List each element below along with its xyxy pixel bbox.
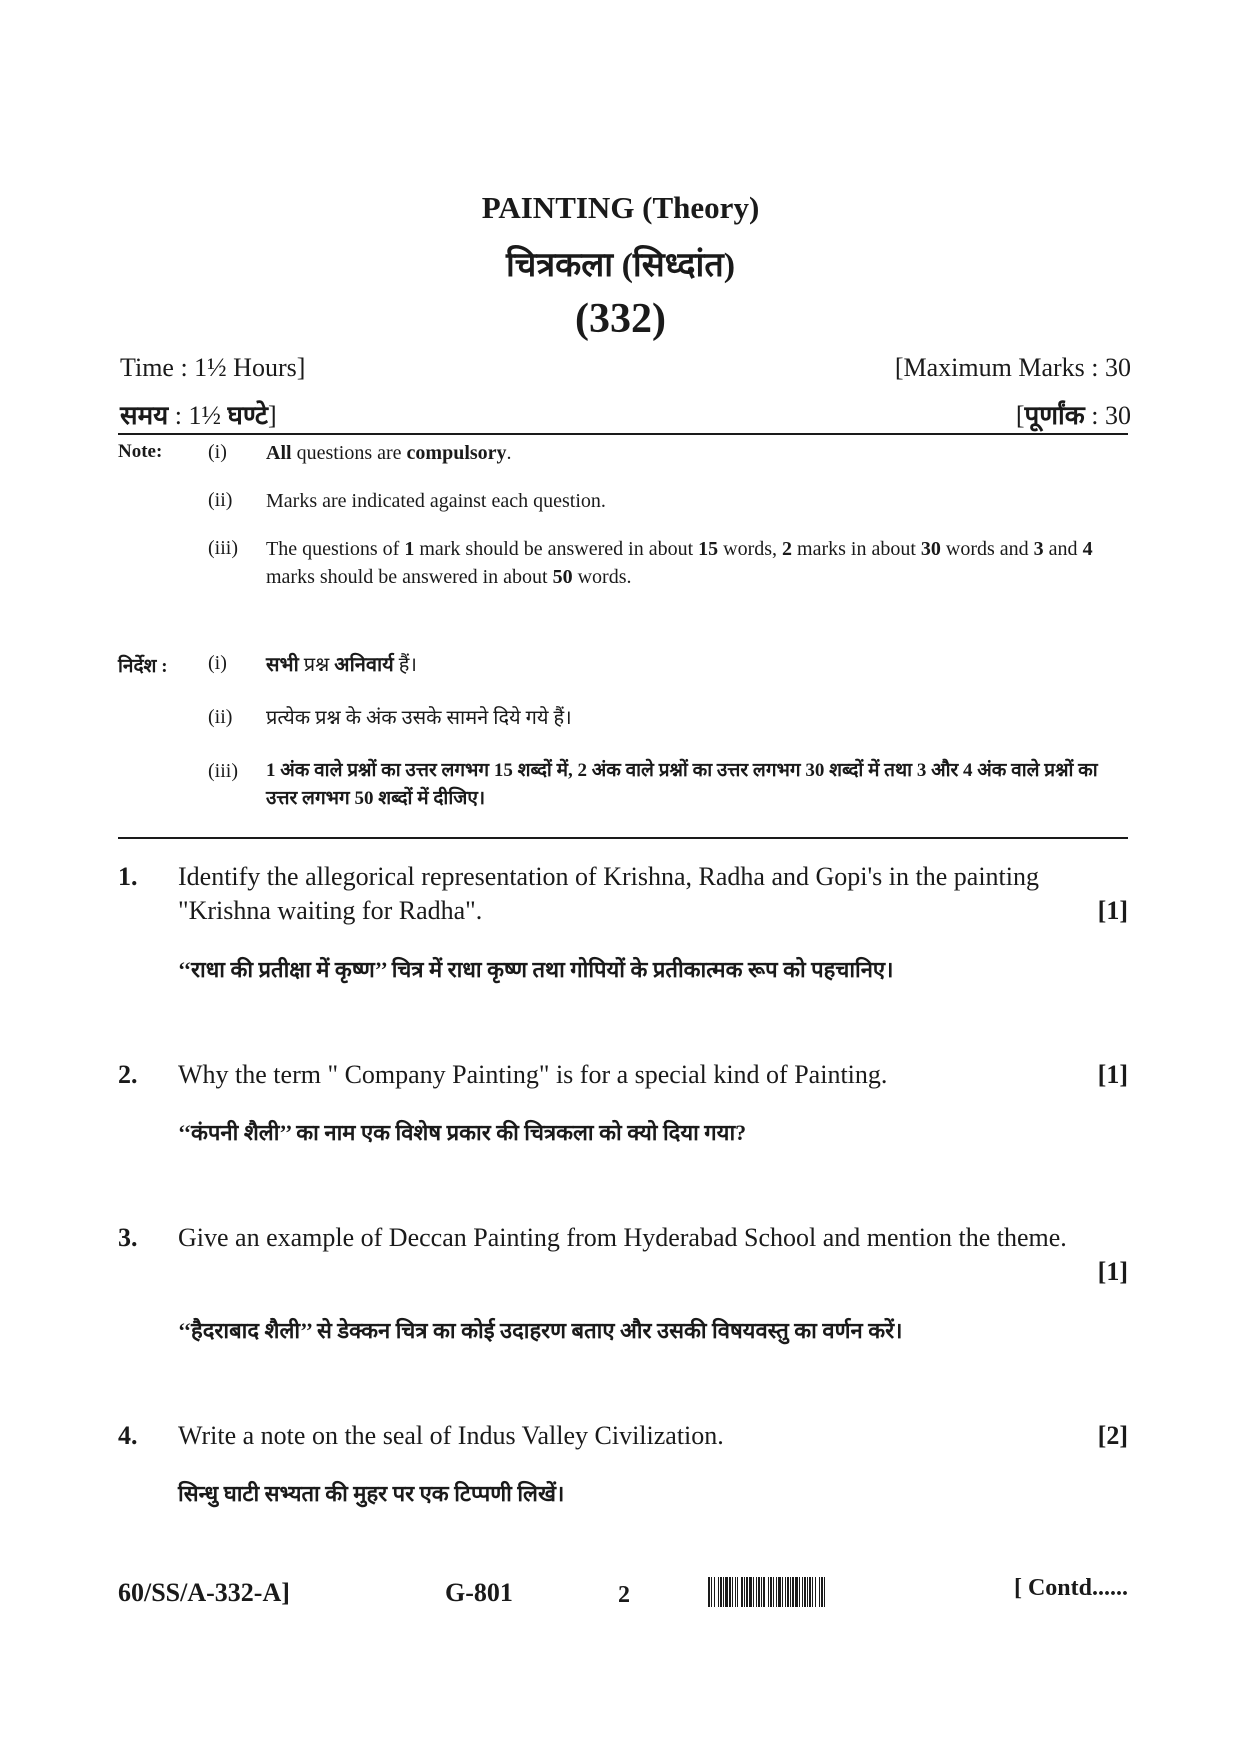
note-bold: 15 [698,538,719,560]
note-span: words, [718,538,783,560]
max-marks-hindi-value: : 30 [1084,401,1131,430]
note-num: (i) [208,652,227,674]
question-number: 1. [118,862,138,891]
notes-divider [118,837,1128,839]
note-bold: 30 [920,538,941,560]
note-bold: सभी [266,654,299,676]
time-hindi-end: ] [268,401,277,430]
question-number: 4. [118,1421,138,1450]
paper-title-english: PAINTING (Theory) [481,190,760,225]
question-text: Write a note on the seal of Indus Valley Civilization. [178,1421,724,1450]
question-text: Give an example of Deccan Painting from Hyderabad School and mention the theme. [178,1223,1067,1252]
time-hindi-value: : 1½ [168,401,228,430]
barcode-bar [825,1577,826,1607]
note-num: (ii) [208,706,233,728]
note-num: (ii) [208,489,233,511]
note-text: Marks are indicated against each question. [266,490,606,512]
note-span: The questions of [266,538,405,560]
footer-series: G-801 [445,1578,513,1607]
question-text-hindi: ‘‘राधा की प्रतीक्षा में कृष्ण’’ चित्र में राधा कृष्ण तथा गोपियों के प्रतीकात्मक रूप को पहचानिए। [178,957,894,982]
note-bold: 2 [782,538,793,560]
continued-marker: [ Contd...... [1013,1575,1128,1601]
footer-paper-code: 60/SS/A-332-A] [118,1578,290,1607]
note-text [266,439,1128,467]
question-marks: [1] [1097,1257,1128,1286]
note-num: (iii) [208,537,238,559]
note-bold: अनिवार्य [334,654,394,676]
note-span: words. [572,566,632,588]
barcode [708,1577,918,1607]
question-number: 2. [118,1060,138,1089]
question-marks: [2] [1097,1421,1128,1450]
note-num: (i) [208,441,227,463]
note-text-hindi [266,651,1128,679]
note-bold: compulsory [406,442,507,464]
question-marks: [1] [1097,896,1128,925]
note-text-hindi: 1 अंक वाले प्रश्नों का उत्तर लगभग 15 शब्दों में, 2 अंक वाले प्रश्नों का उत्तर लगभग 30 शब्दों में तथा 3 और 4 अंक वाले प्रश्नों का उत्तर लगभग 50 शब्दों में दीजिए। [266,760,1098,809]
max-marks-english: [Maximum Marks : 30 [894,353,1131,382]
page-number: 2 [618,1582,630,1608]
note-span: and [1043,538,1083,560]
note-bold: 1 [404,538,415,560]
note-label: Note: [118,441,163,462]
question-text-hindi: ‘‘कंपनी शैली’’ का नाम एक विशेष प्रकार की चित्रकला को क्यो दिया गया? [178,1120,747,1145]
header-divider [118,433,1128,435]
time-hindi-unit: घण्टे [227,401,268,430]
note-span: marks should be answered in about [266,566,553,588]
note-text [266,535,1128,591]
question-text-hindi: ‘‘हैदराबाद शैली’’ से डेक्कन चित्र का कोई उदाहरण बताए और उसकी विषयवस्तु का वर्णन करें। [178,1318,903,1343]
paper-code: (332) [575,296,666,342]
note-num: (iii) [208,760,238,782]
time-english: Time : 1½ Hours] [120,353,306,382]
note-bold: 50 [552,566,573,588]
note-span: questions are [291,442,407,464]
question-text: Identify the allegorical representation of Krishna, Radha and Gopi's in the painting "Krishna waiting for Radha". [178,862,1039,925]
question-marks: [1] [1097,1060,1128,1089]
note-text-hindi: प्रत्येक प्रश्न के अंक उसके सामने दिये गये हैं। [266,707,572,729]
paper-title-hindi: चित्रकला (सिध्दांत) [505,247,736,284]
question-text-hindi: सिन्धु घाटी सभ्यता की मुहर पर एक टिप्पणी लिखें। [178,1481,565,1506]
time-hindi-label: समय [120,401,169,430]
note-bold: All [266,442,292,464]
note-label-hindi: निर्देश : [118,656,168,677]
note-span: . [506,442,512,464]
note-bold: 3 [1033,538,1044,560]
note-span: words and [940,538,1034,560]
max-marks-hindi-label: पूर्णांक [1024,401,1085,430]
note-span: हैं। [393,654,417,676]
max-marks-hindi [1016,396,1131,432]
note-span: mark should be answered in about [414,538,699,560]
question-number: 3. [118,1223,138,1252]
note-bold: 4 [1082,538,1093,560]
max-marks-hindi-bracket: [ [1015,401,1025,430]
time-hindi [120,396,277,432]
note-span: marks in about [792,538,921,560]
question-text: Why the term " Company Painting" is for a special kind of Painting. [178,1060,888,1089]
note-span: प्रश्न [298,654,335,676]
